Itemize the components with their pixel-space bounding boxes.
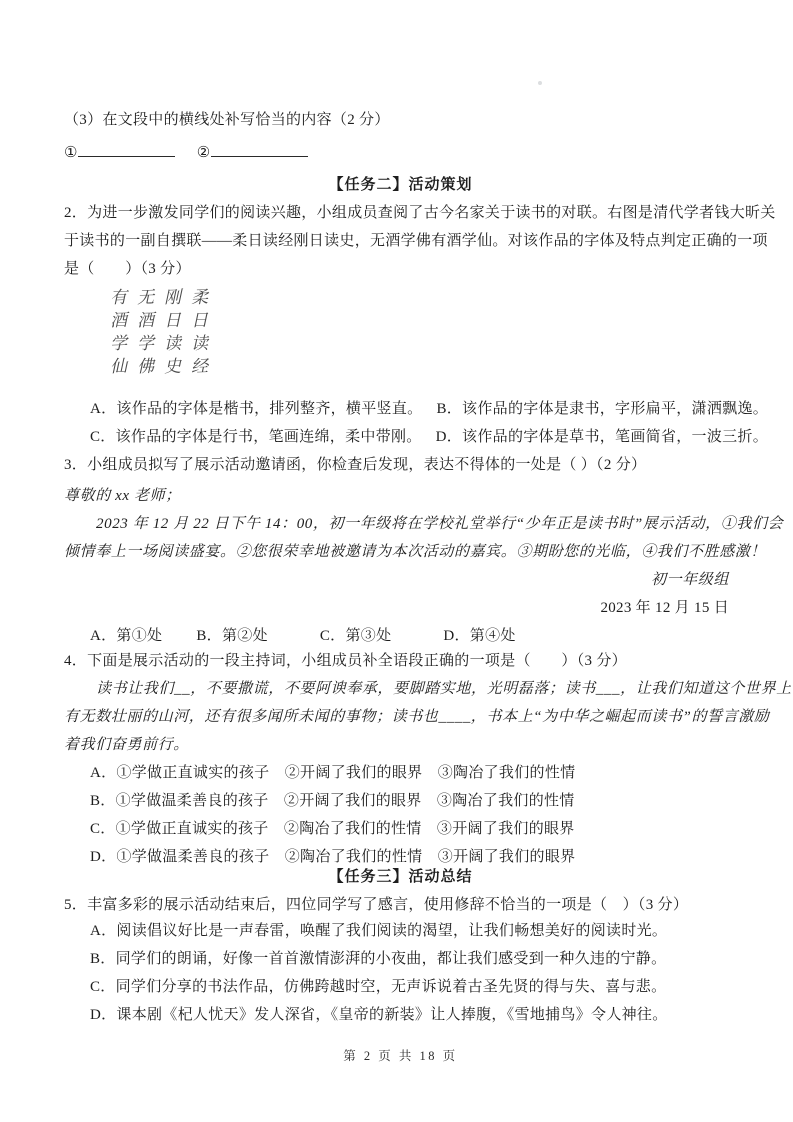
task3-heading: 【任务三】活动总结 bbox=[328, 869, 473, 885]
calligraphy-char: 经 bbox=[190, 356, 209, 377]
answer-blank-2 bbox=[211, 139, 308, 157]
answer-blank-1 bbox=[78, 139, 175, 157]
question-2-stem-line-2: 于读书的一副自撰联——柔日读经刚日读史，无酒学佛有酒学仙。对该作品的字体及特点判定正确的一项 bbox=[64, 233, 768, 249]
couplet-calligraphy-image bbox=[105, 286, 213, 378]
calligraphy-char: 有 bbox=[109, 287, 128, 308]
question-2-option-a: A．该作品的字体是楷书，排列整齐，横平竖直。 bbox=[90, 401, 423, 417]
invitation-body-line-2: 倾情奉上一场阅读盛宴。②您很荣幸地被邀请为本次活动的嘉宾。③期盼您的光临，④我们不胜感激！ bbox=[64, 544, 767, 560]
calligraphy-char: 佛 bbox=[136, 356, 155, 377]
question-4-stem: 4．下面是展示活动的一段主持词，小组成员补全语段正确的一项是（ ）（3 分） bbox=[64, 653, 627, 669]
question-5-option-c: C．同学们分享的书法作品，仿佛跨越时空，无声诉说着古圣先贤的得与失、喜与悲。 bbox=[90, 979, 667, 995]
question-2-options-row-2 bbox=[64, 423, 769, 451]
invitation-signer: 初一年级组 bbox=[650, 572, 729, 588]
calligraphy-char: 读 bbox=[163, 333, 182, 354]
question-3-option-b: B．第②处 bbox=[196, 628, 268, 644]
question-3-option-c: C．第③处 bbox=[319, 628, 392, 644]
answer-blanks-row bbox=[64, 139, 737, 167]
question-3-stem: 3．小组成员拟写了展示活动邀请函，你检查后发现，表达不得体的一处是（ ）（2 分） bbox=[64, 457, 647, 473]
question-2-options-row-1 bbox=[64, 395, 769, 423]
question-5-option-d: D．课本剧《杞人忧天》发人深省，《皇帝的新装》让人捧腹，《雪地捕鸟》令人神往。 bbox=[90, 1007, 668, 1023]
question-3-option-a: A．第①处 bbox=[90, 628, 163, 644]
calligraphy-char: 学 bbox=[136, 333, 155, 354]
calligraphy-char: 柔 bbox=[190, 287, 209, 308]
calligraphy-char: 日 bbox=[163, 310, 182, 331]
sub-question-3-prompt: （3）在文段中的横线处补写恰当的内容（2 分） bbox=[64, 112, 390, 128]
calligraphy-char: 刚 bbox=[163, 287, 182, 308]
question-4-option-c: C．①学做正直诚实的孩子 ②陶冶了我们的性情 ③开阔了我们的眼界 bbox=[90, 821, 575, 837]
calligraphy-char: 史 bbox=[163, 356, 182, 377]
calligraphy-char: 日 bbox=[190, 310, 209, 331]
question-3-options-row bbox=[64, 622, 737, 650]
question-4-option-a: A．①学做正直诚实的孩子 ②开阔了我们的眼界 ③陶冶了我们的性情 bbox=[90, 765, 576, 781]
question-5-stem: 5．丰富多彩的展示活动结束后，四位同学写了感言，使用修辞不恰当的一项是（ ）（3 分） bbox=[64, 897, 689, 913]
task2-heading: 【任务二】活动策划 bbox=[328, 177, 473, 193]
question-2-option-b: B．该作品的字体是隶书，字形扁平，潇洒飘逸。 bbox=[436, 401, 769, 417]
question-4-speech-line-2: 有无数壮丽的山河，还有很多闻所未闻的事物；读书也____，书本上“为中华之崛起而读书”的誓言激励 bbox=[64, 709, 770, 725]
calligraphy-char: 学 bbox=[109, 333, 128, 354]
question-4-option-d: D．①学做温柔善良的孩子 ②陶冶了我们的性情 ③开阔了我们的眼界 bbox=[90, 849, 576, 865]
question-4-option-b: B．①学做温柔善良的孩子 ②开阔了我们的眼界 ③陶冶了我们的性情 bbox=[90, 793, 575, 809]
scan-artifact-dot bbox=[538, 81, 542, 85]
blank-1-label: ① bbox=[64, 145, 78, 161]
question-4-speech-line-3: 着我们奋勇前行。 bbox=[64, 737, 189, 753]
calligraphy-char: 酒 bbox=[109, 310, 128, 331]
question-5-option-b: B．同学们的朗诵，好像一首首激情澎湃的小夜曲，都让我们感受到一种久违的宁静。 bbox=[90, 951, 667, 967]
page-number: 第 2 页 共 18 页 bbox=[343, 1049, 458, 1063]
invitation-salutation: 尊敬的 xx 老师； bbox=[64, 488, 181, 504]
question-2-option-c: C．该作品的字体是行书，笔画连绵，柔中带刚。 bbox=[90, 429, 422, 445]
question-2-stem-line-1: 2．为进一步激发同学们的阅读兴趣，小组成员查阅了古今名家关于读书的对联。右图是清代学者钱大昕关 bbox=[64, 205, 776, 221]
question-2-stem-line-3: 是（ ）（3 分） bbox=[64, 261, 191, 277]
question-4-speech-line-1: 读书让我们__，不要撒谎，不要阿谀奉承，要脚踏实地，光明磊落；读书___，让我们知道这个世界上 bbox=[96, 681, 792, 697]
calligraphy-char: 读 bbox=[190, 333, 209, 354]
calligraphy-char: 仙 bbox=[109, 356, 128, 377]
calligraphy-char: 酒 bbox=[136, 310, 155, 331]
question-3-option-d: D．第④处 bbox=[443, 628, 516, 644]
question-5-option-a: A．阅读倡议好比是一声春雷，唤醒了我们阅读的渴望，让我们畅想美好的阅读时光。 bbox=[90, 923, 668, 939]
invitation-date: 2023 年 12 月 15 日 bbox=[600, 600, 729, 616]
question-2-option-d: D．该作品的字体是草书，笔画简省，一波三折。 bbox=[435, 429, 769, 445]
calligraphy-char: 无 bbox=[136, 287, 155, 308]
blank-2-label: ② bbox=[196, 145, 211, 161]
invitation-body-line-1: 2023 年 12 月 22 日下午 14：00，初一年级将在学校礼堂举行“少年正是读书时”展示活动，①我们会 bbox=[96, 516, 784, 532]
